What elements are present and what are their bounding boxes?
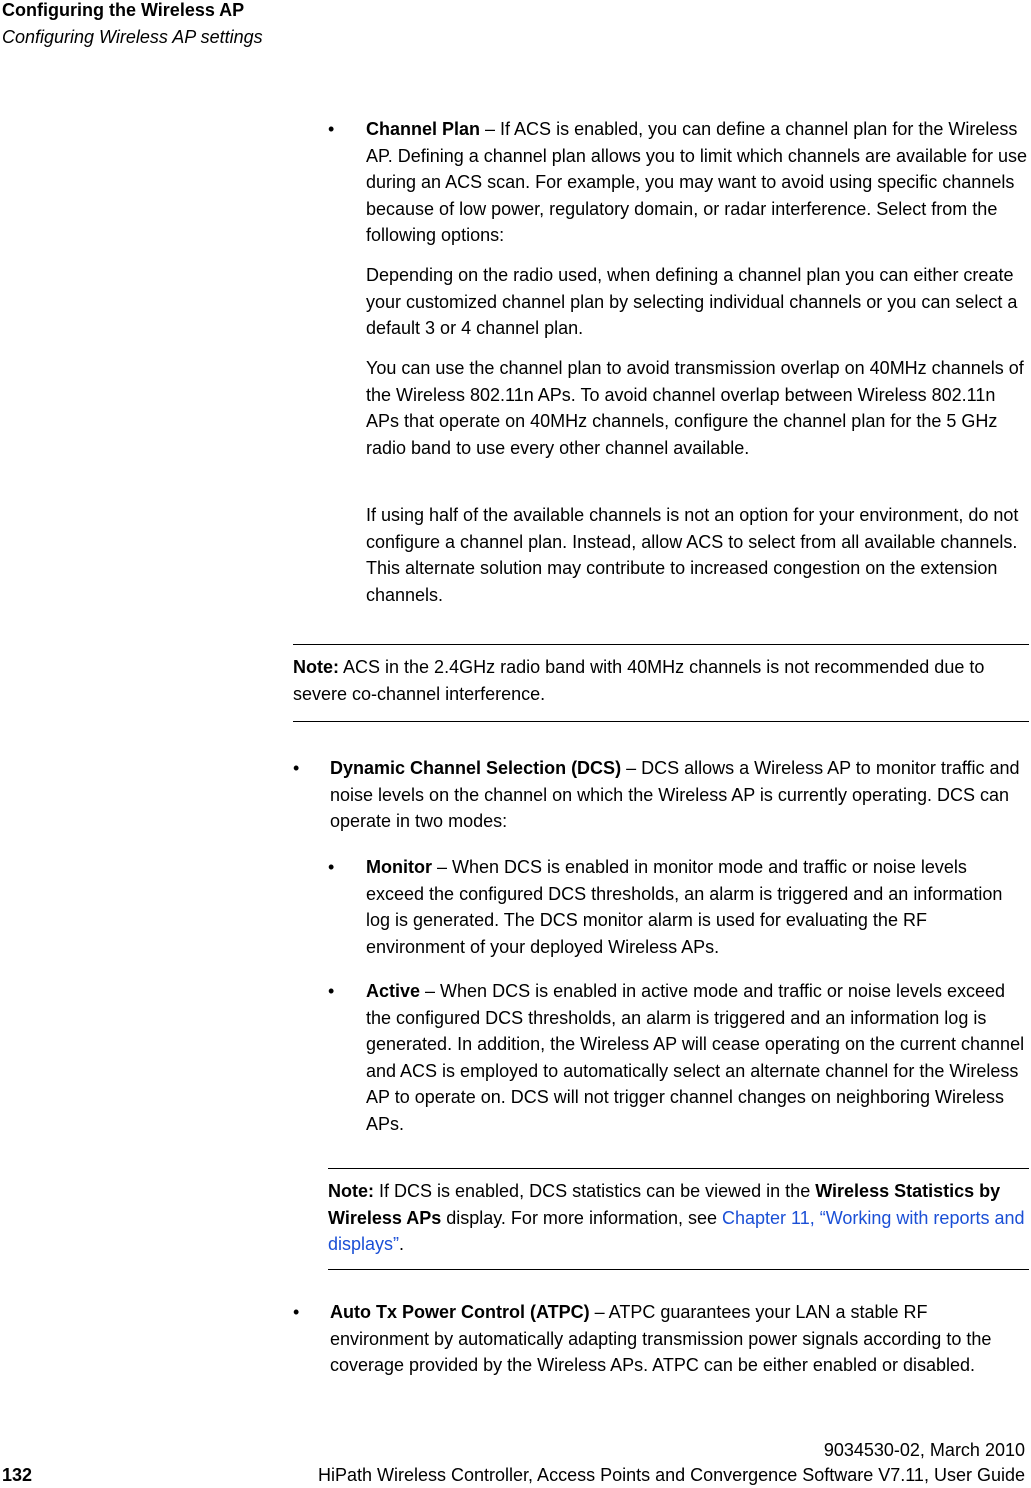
dcs-term: Dynamic Channel Selection (DCS) [330,758,622,778]
bullet-channel-plan: • [328,119,335,139]
bullet-dcs: • [293,758,300,778]
note-1-text: ACS in the 2.4GHz radio band with 40MHz channels is not recommended due to severe co-channel interference. [293,657,985,704]
running-header-subtitle: Configuring Wireless AP settings [2,27,263,47]
note-2-text-c: . [399,1234,405,1254]
note-2-text-b: display. For more information, see [441,1207,723,1228]
active-term: Active [366,981,421,1001]
note-2 [328,1178,1028,1258]
dcs-active-item [366,978,1028,1137]
channel-plan-item [366,116,1028,249]
channel-plan-para-1: Depending on the radio used, when defining a channel plan you can either create your customized channel plan by selecting individual channels or you can select a default 3 or 4 channel plan. [366,265,1018,338]
monitor-text: – When DCS is enabled in monitor mode and traffic or noise levels exceed the configured DCS thresholds, an alarm is triggered and an information log is generated. The DCS monitor alarm is used for evaluating the RF environment of your deployed Wireless APs. [366,857,1003,957]
note-2-bold: Wireless Statistics by Wireless APs [328,1181,1001,1228]
note-2-top-rule [328,1168,1029,1169]
note-1-bottom-rule [293,721,1029,722]
active-text: – When DCS is enabled in active mode and traffic or noise levels exceed the configured DCS thresholds, an alarm is triggered and an information log is generated. In addition, the Wireless AP will cease operating on the current channel and ACS is employed to automatically select an alternate channel for the Wireless AP to operate on. DCS will not trigger channel changes on neighboring Wireless APs. [366,981,1025,1134]
dcs-monitor-item [366,854,1028,960]
note-1-top-rule [293,644,1029,645]
bullet-active: • [328,981,335,1001]
dcs-item [330,755,1028,835]
footer-doc-id: 9034530-02, March 2010 [823,1440,1025,1460]
channel-plan-para-3: If using half of the available channels is not an option for your environment, do not configure a channel plan. Instead, allow ACS to select from all available channels. This alternate solution may contribute to increased congestion on the extension channels. [366,505,1019,605]
footer-page-number: 132 [2,1465,33,1485]
note-1-label: Note: [293,657,339,677]
dcs-text: – DCS allows a Wireless AP to monitor traffic and noise levels on the channel on which the Wireless AP is currently operating. DCS can operate in two modes: [330,758,1020,831]
running-header-title: Configuring the Wireless AP [2,0,245,20]
note-2-label: Note: [328,1181,374,1201]
monitor-term: Monitor [366,857,432,877]
note-2-text-a: If DCS is enabled, DCS statistics can be viewed in the [374,1181,816,1201]
note-1 [293,654,1028,707]
atpc-term: Auto Tx Power Control (ATPC) [330,1302,590,1322]
chapter-11-link[interactable]: Chapter 11, “Working with reports and displays” [328,1207,1025,1254]
atpc-item [330,1299,1028,1379]
bullet-monitor: • [328,857,335,877]
bullet-atpc: • [293,1302,300,1322]
footer-guide-title: HiPath Wireless Controller, Access Points and Convergence Software V7.11, User Guide [317,1465,1025,1485]
channel-plan-para-2: You can use the channel plan to avoid transmission overlap on 40MHz channels of the Wireless 802.11n APs. To avoid channel overlap between Wireless 802.11n APs that operate on 40MHz channels, configure the channel plan for the 5 GHz radio band to use every other channel available. [366,358,1024,458]
note-2-bottom-rule [328,1269,1029,1270]
channel-plan-text: – If ACS is enabled, you can define a channel plan for the Wireless AP. Defining a channel plan allows you to limit which channels are available for use during an ACS scan. For example, you may want to avoid using specific channels because of low power, regulatory domain, or radar interference. Select from the following options: [366,119,1028,245]
atpc-text: – ATPC guarantees your LAN a stable RF environment by automatically adapting transmission power signals according to the coverage provided by the Wireless APs. ATPC can be either enabled or disabled. [330,1302,992,1375]
channel-plan-term: Channel Plan [366,119,481,139]
